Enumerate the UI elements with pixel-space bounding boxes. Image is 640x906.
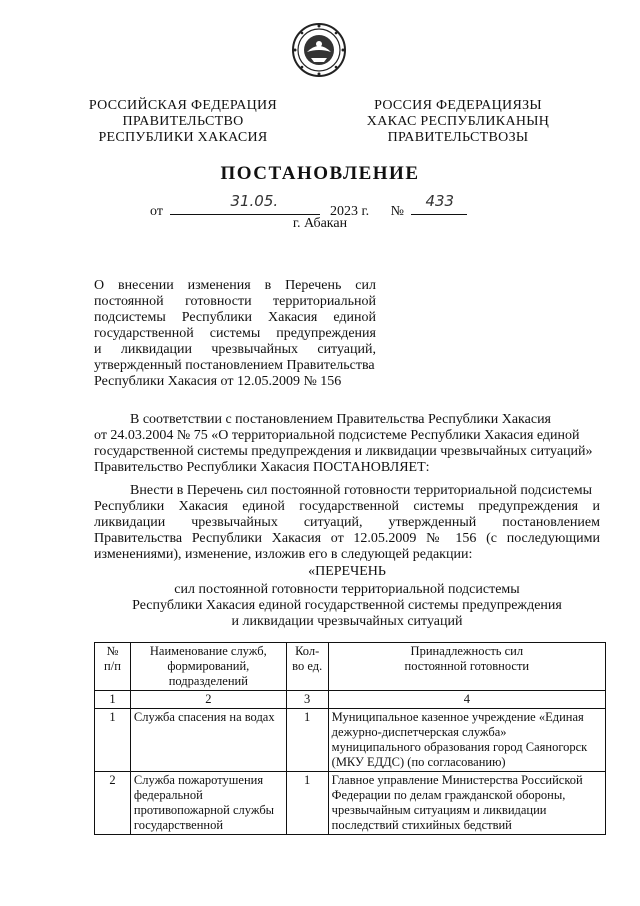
header-owner: Принадлежность сил постоянной готовности (328, 643, 605, 691)
table-header-row (95, 643, 606, 691)
row-num: 1 (95, 709, 131, 772)
row-count: 1 (286, 772, 328, 835)
index-cell: 2 (130, 691, 286, 709)
subject-line: подсистемы Республики Хакасия единой (94, 310, 376, 325)
para1-line: государственной системы предупреждения и ликвидации чрезвычайных ситуаций» (94, 444, 593, 459)
para2-line: ликвидации чрезвычайных ситуаций, утвержденный постановлением (94, 515, 600, 530)
date-handwritten: 31.05. (230, 192, 279, 210)
number-handwritten: 433 (425, 192, 455, 210)
header-right-khakas (348, 98, 568, 146)
paragraph-2 (94, 483, 600, 563)
list-title-line: сил постоянной готовности территориальной подсистемы (174, 582, 520, 597)
header-left-russian (78, 98, 288, 146)
header-right-line: ХАКАС РЕСПУБЛИКАНЫҢ (366, 114, 550, 129)
subject-line: О внесении изменения в Перечень сил (94, 278, 376, 293)
table-row (95, 772, 606, 835)
para2-line: изменениями), изменение, изложив его в следующей редакции: (94, 547, 473, 562)
row-owner: Муниципальное казенное учреждение «Единая дежурно-диспетчерская служба» муниципального образования город Саяногорск (МКУ ЕДДС) (по согласованию) (328, 709, 605, 772)
para2-line: Правительства Республики Хакасия от 12.05.2009 № 156 (с последующими (94, 531, 600, 546)
subject-line: постоянной готовности территориальной (94, 294, 376, 309)
para2-line: Внести в Перечень сил постоянной готовности территориальной подсистемы (130, 483, 593, 498)
index-cell: 3 (286, 691, 328, 709)
list-title (94, 564, 600, 630)
date-prefix: от (150, 204, 163, 219)
list-title-line: и ликвидации чрезвычайных ситуаций (231, 614, 463, 629)
header-right-line: РОССИЯ ФЕДЕРАЦИЯЗЫ (374, 98, 542, 113)
header-count: Кол- во ед. (286, 643, 328, 691)
subject-block (94, 278, 376, 390)
row-count: 1 (286, 709, 328, 772)
subject-line: утвержденный постановлением Правительства (94, 358, 375, 373)
para1-line: В соответствии с постановлением Правительства Республики Хакасия (130, 412, 551, 427)
table-index-row (95, 691, 606, 709)
coat-of-arms-emblem (291, 22, 347, 78)
para2-line: Республики Хакасия единой государственной системы предупреждения и (94, 499, 600, 514)
forces-table (94, 642, 606, 835)
header-left-line: РЕСПУБЛИКИ ХАКАСИЯ (98, 130, 268, 145)
header-right-line: ПРАВИТЕЛЬСТВОЗЫ (387, 130, 529, 145)
document-title: ПОСТАНОВЛЕНИЕ (220, 163, 420, 184)
row-name: Служба спасения на водах (130, 709, 286, 772)
header-name: Наименование служб, формирований, подразделений (130, 643, 286, 691)
table-row (95, 709, 606, 772)
date-field (170, 192, 320, 215)
city: г. Абакан (292, 216, 348, 231)
index-cell: 1 (95, 691, 131, 709)
header-left-line: ПРАВИТЕЛЬСТВО (122, 114, 244, 129)
subject-line: государственной системы предупреждения (94, 326, 376, 341)
header-num: № п/п (95, 643, 131, 691)
number-field (411, 192, 467, 215)
number-prefix: № (390, 204, 404, 219)
list-title-line: Республики Хакасия единой государственной системы предупреждения (132, 598, 562, 613)
list-title-line: «ПЕРЕЧЕНЬ (308, 564, 386, 579)
index-cell: 4 (328, 691, 605, 709)
row-num: 2 (95, 772, 131, 835)
paragraph-1 (94, 412, 600, 476)
para1-line: Правительство Республики Хакасия ПОСТАНОВЛЯЕТ: (94, 460, 430, 475)
subject-line: и ликвидации чрезвычайных ситуаций, (94, 342, 376, 357)
row-owner: Главное управление Министерства Российской Федерации по делам гражданской обороны, чрезвычайным ситуациям и ликвидации последствий стихийных бедствий (328, 772, 605, 835)
year: 2023 г. (329, 204, 370, 219)
subject-line: Республики Хакасия от 12.05.2009 № 156 (94, 374, 342, 389)
para1-line: от 24.03.2004 № 75 «О территориальной подсистеме Республики Хакасия единой (94, 428, 580, 443)
row-name: Служба пожаротушения федеральной противопожарной службы государственной (130, 772, 286, 835)
header-left-line: РОССИЙСКАЯ ФЕДЕРАЦИЯ (88, 98, 278, 113)
